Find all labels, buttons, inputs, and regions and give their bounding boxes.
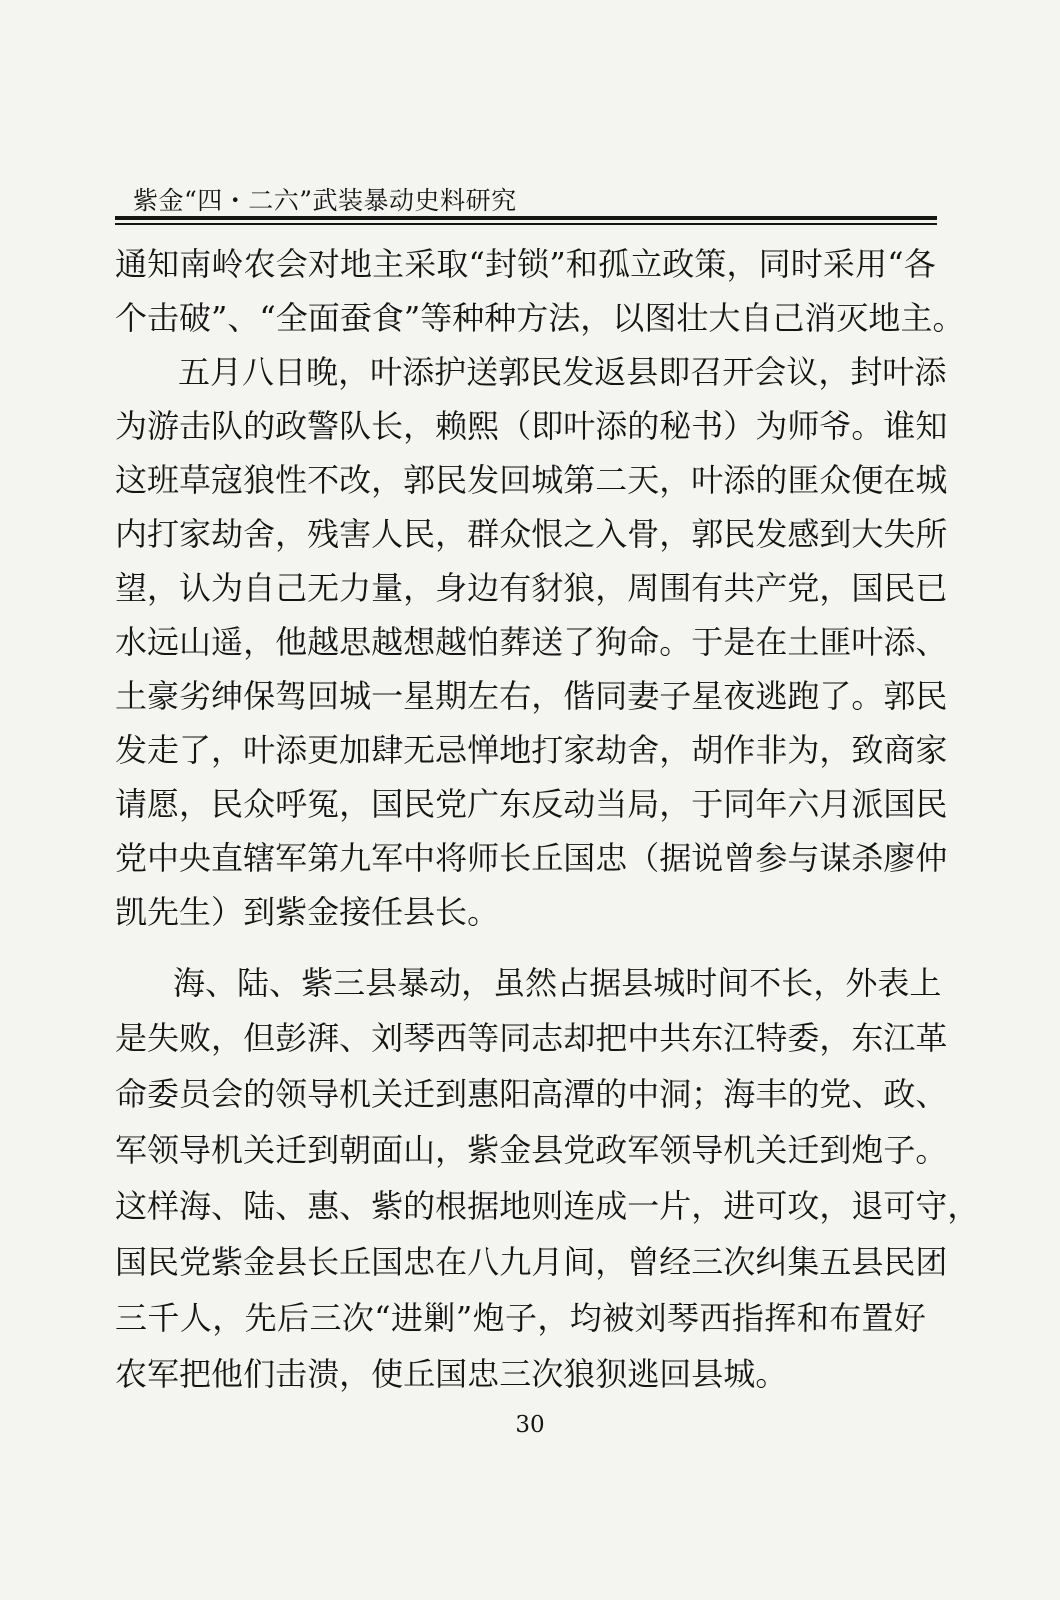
text-line: 军 领 导 机 关 迁 到 朝 面 山 ， 紫 金 县 党 政 军 领 导 机 关 迁 到 炮 子 。: [115, 1131, 948, 1169]
text-line: 农 军 把 他 们 击 溃 ， 使 丘 国 忠 三 次 狼 狈 逃 回 县 城 。: [115, 1355, 788, 1393]
text-line: 三 千 人 ， 先 后 三 次 “ 进 剿 ” 炮 子 ， 均 被 刘 琴 西 指 挥 和 布 置 好: [115, 1299, 926, 1337]
text-line: 望 ， 认 为 自 己 无 力 量 ， 身 边 有 豺 狼 ， 周 围 有 共 产 党 ， 国 民 已: [115, 569, 948, 607]
text-line: 国 民 党 紫 金 县 长 丘 国 忠 在 八 九 月 间 ， 曾 经 三 次 纠 集 五 县 民 团: [115, 1243, 948, 1281]
text-line: 请 愿 ， 民 众 呼 冤 ， 国 民 党 广 东 反 动 当 局 ， 于 同 年 六 月 派 国 民: [115, 785, 948, 823]
text-line: 内 打 家 劫 舍 ， 残 害 人 民 ， 群 众 恨 之 入 骨 ， 郭 民 发 感 到 大 失 所: [115, 515, 948, 553]
text-line: 发 走 了 ， 叶 添 更 加 肆 无 忌 惮 地 打 家 劫 舍 ， 胡 作 非 为 ， 致 商 家: [115, 731, 948, 769]
text-line: 凯 先 生 ） 到 紫 金 接 任 县 长 。: [115, 893, 500, 931]
text-line: 这 样 海 、 陆 、 惠 、 紫 的 根 据 地 则 连 成 一 片 ， 进 可 攻 ， 退 可 守 ，: [115, 1187, 980, 1225]
text-line: 五 月 八 日 晚 ， 叶 添 护 送 郭 民 发 返 县 即 召 开 会 议 ， 封 叶 添: [178, 353, 947, 391]
text-line: 水 远 山 遥 ， 他 越 思 越 想 越 怕 葬 送 了 狗 命 。 于 是 在 土 匪 叶 添 、: [115, 623, 948, 661]
header-rule-thick: [115, 216, 937, 220]
text-line: 通 知 南 岭 农 会 对 地 主 采 取 “ 封 锁 ” 和 孤 立 政 策 ， 同 时 采 用 “ 各: [115, 245, 936, 283]
running-header-title: 紫金“四・二六”武装暴动史料研究: [133, 186, 517, 215]
text-line: 土 豪 劣 绅 保 驾 回 城 一 星 期 左 右 ， 偕 同 妻 子 星 夜 逃 跑 了 。 郭 民: [115, 677, 948, 715]
text-line: 这 班 草 寇 狼 性 不 改 ， 郭 民 发 回 城 第 二 天 ， 叶 添 的 匪 众 便 在 城: [115, 461, 948, 499]
text-line: 党 中 央 直 辖 军 第 九 军 中 将 师 长 丘 国 忠 （ 据 说 曾 参 与 谋 杀 廖 仲: [115, 839, 948, 877]
text-line: 海 、 陆 、 紫 三 县 暴 动 ， 虽 然 占 据 县 城 时 间 不 长 ， 外 表 上: [173, 964, 942, 1002]
text-line: 是 失 败 ， 但 彭 湃 、 刘 琴 西 等 同 志 却 把 中 共 东 江 特 委 ， 东 江 革: [115, 1019, 948, 1057]
header-rule-thin: [115, 223, 937, 225]
text-line: 命 委 员 会 的 领 导 机 关 迁 到 惠 阳 高 潭 的 中 洞 ； 海 丰 的 党 、 政 、: [115, 1075, 948, 1113]
page-number: 30: [515, 1412, 545, 1438]
text-line: 个 击 破 ” 、 “ 全 面 蚕 食 ” 等 种 种 方 法 ， 以 图 壮 大 自 己 消 灭 地 主 。: [115, 299, 965, 337]
text-line: 为 游 击 队 的 政 警 队 长 ， 赖 熙 （ 即 叶 添 的 秘 书 ） 为 师 爷 。 谁 知: [115, 407, 948, 445]
